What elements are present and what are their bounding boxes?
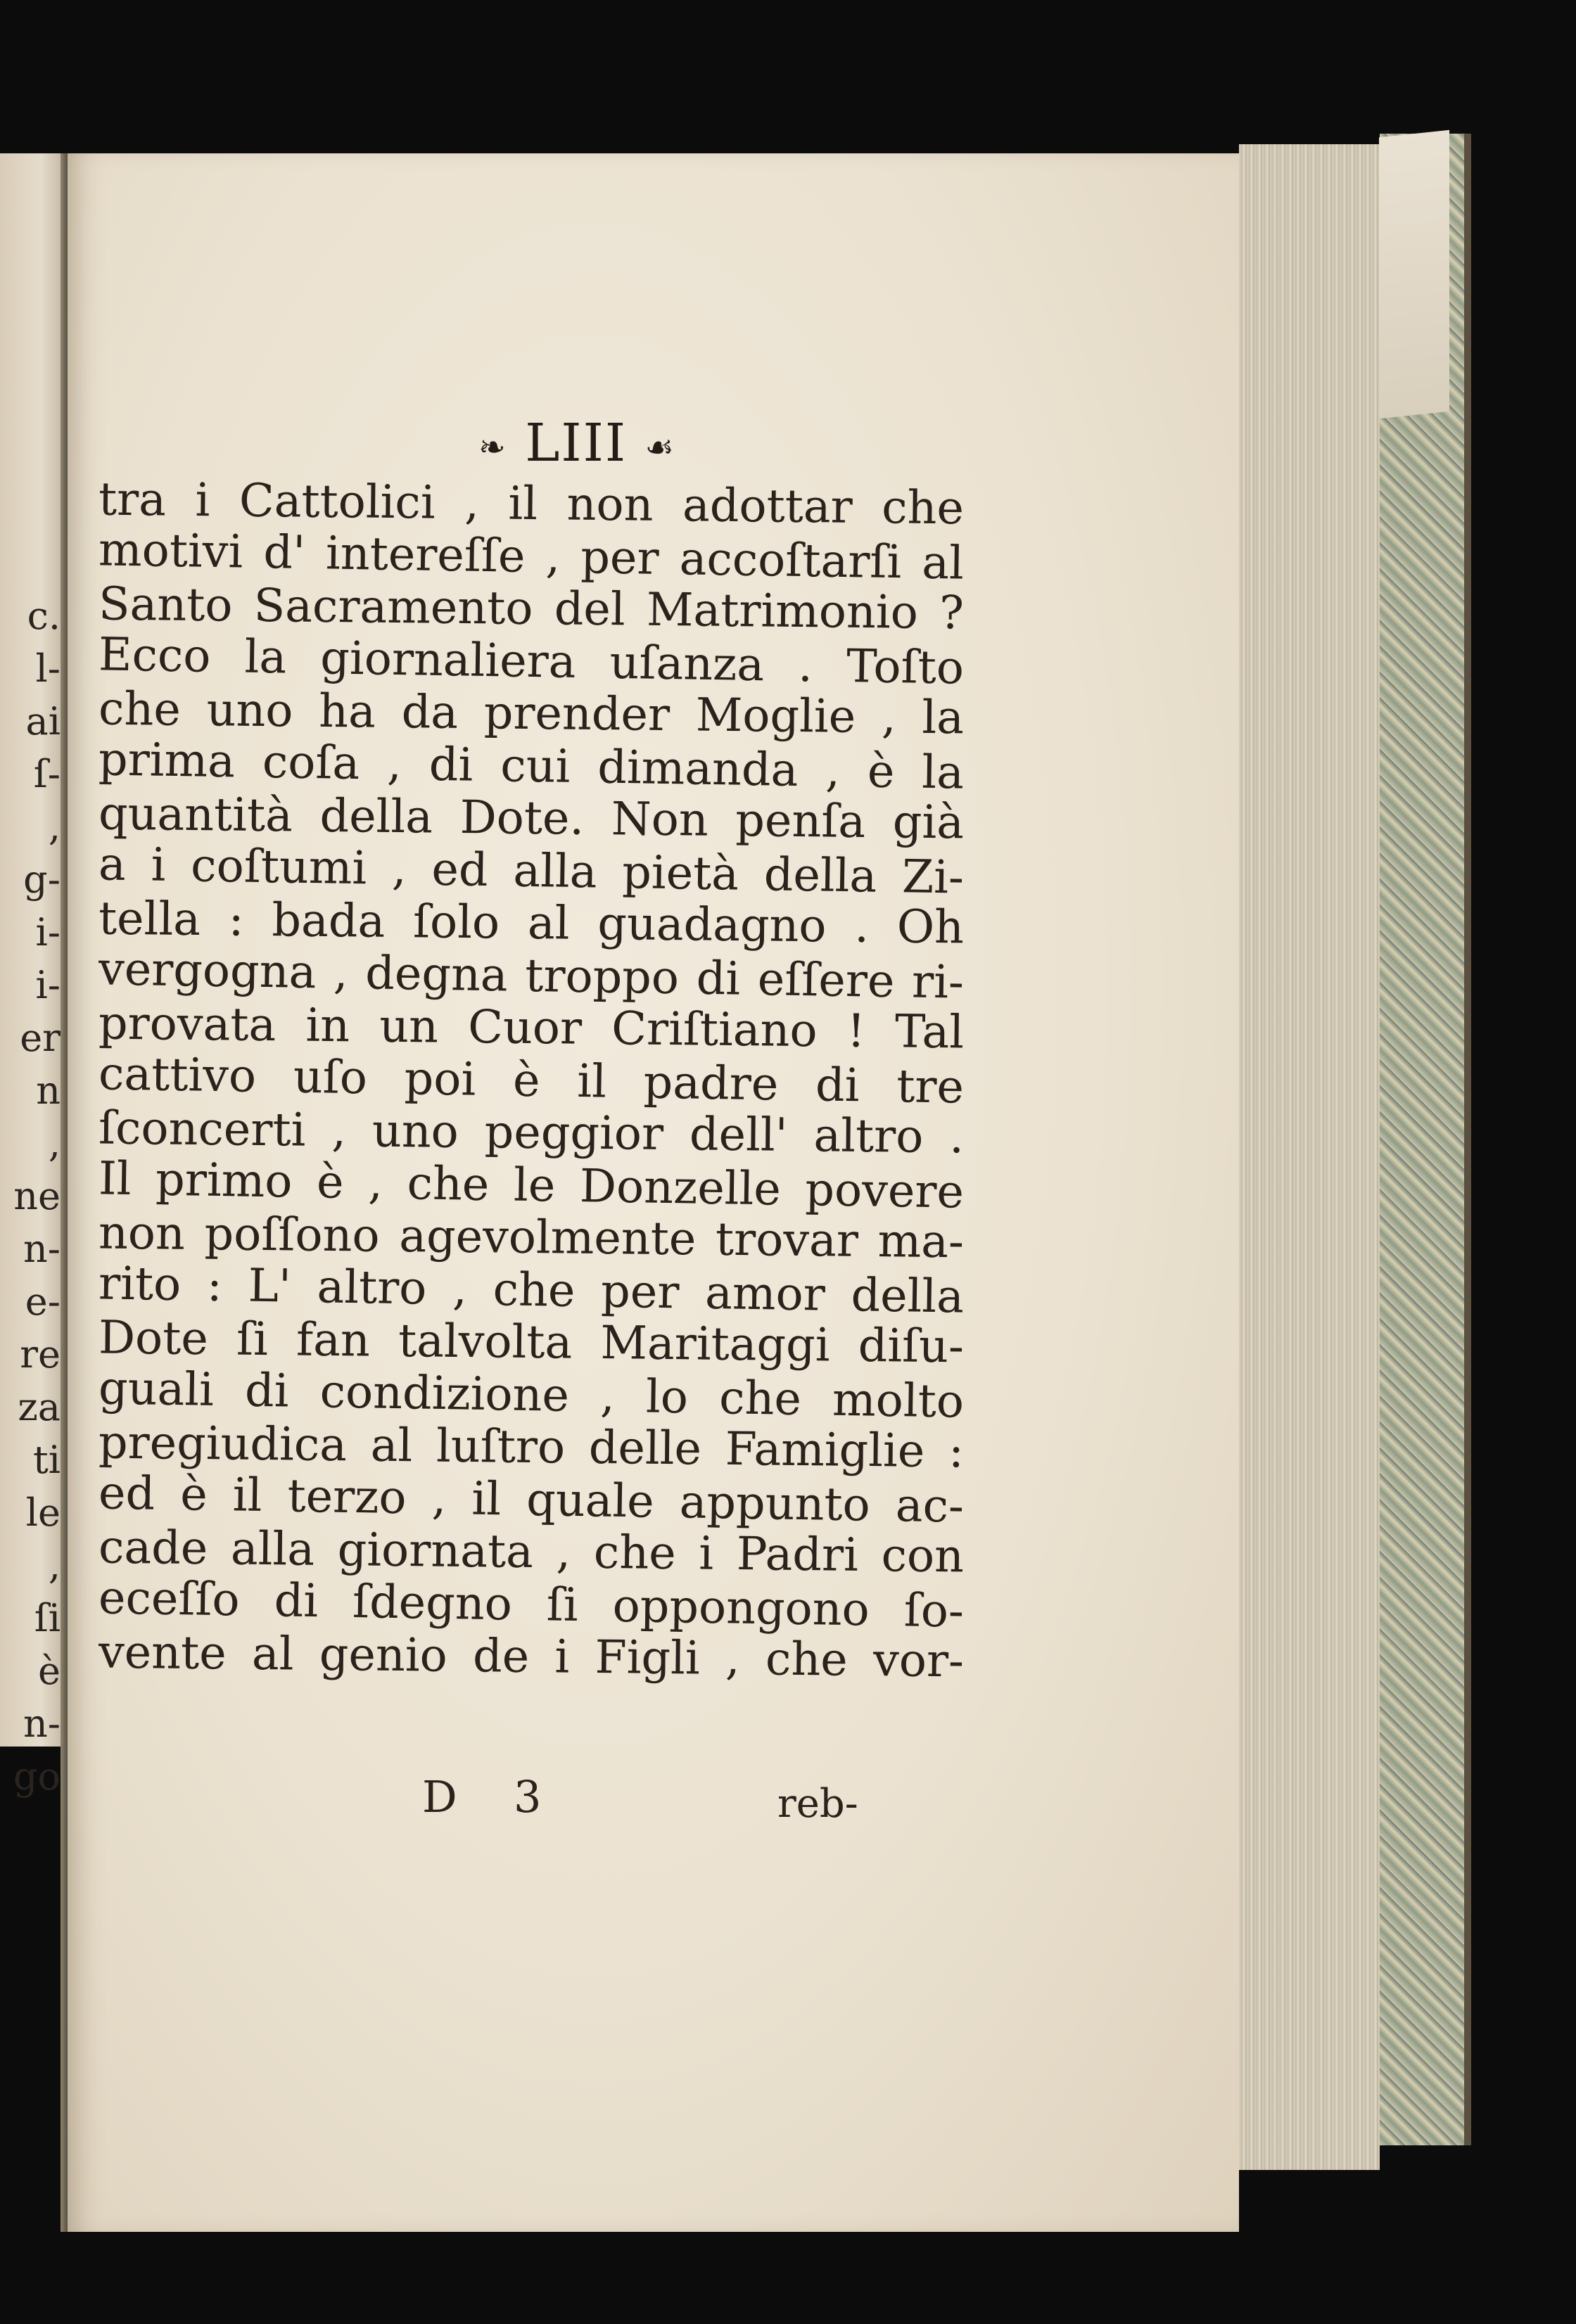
text-line: quantità della Dote. Non penſa già [98,787,965,850]
facing-line-fragment: le [25,1490,61,1535]
signature-mark: D [422,1771,457,1822]
text-line: tra i Cattolici , il non adottar che [98,473,965,535]
facing-line-fragment: n [36,1068,61,1113]
signature-number: 3 [514,1771,542,1822]
facing-line-fragment: g- [23,857,61,902]
facing-line-fragment: i- [35,910,61,954]
facing-line-fragment: za [18,1385,61,1429]
text-line: non poſſono agevolmente trovar ma- [98,1206,965,1269]
facing-line-fragment: ai [25,699,61,743]
text-line: Il primo è , che le Donzelle povere [98,1151,965,1219]
text-line: Dote ſi fan talvolta Maritaggi diſu- [98,1311,965,1374]
ornament-right-icon: ☙ [644,428,675,466]
facing-page-edge [0,153,68,1799]
facing-line-fragment: ne [13,1174,61,1218]
facing-line-fragment: e- [25,1279,61,1324]
facing-line-fragment: ſ- [33,752,61,796]
ornament-left-icon: ❧ [478,428,507,466]
facing-line-fragment: , [48,1543,61,1588]
text-line: cade alla giornata , che i Padri con [98,1521,965,1583]
text-line: provata in un Cuor Criſtiano ! Tal [98,997,965,1059]
text-line: Santo Sacramento del Matrimonio ? [98,577,965,640]
facing-line-fragment: n- [23,1227,61,1271]
text-line: pregiudica al luſtro delle Famiglie : [98,1416,965,1479]
facing-line-fragment: c. [27,594,61,638]
text-line: Ecco la giornaliera uſanza . Toſto [98,627,965,695]
text-line: vergogna , degna troppo di eſſere ri- [98,942,965,1009]
facing-line-fragment: er [20,1016,61,1060]
marbled-cover-edge [1380,134,1471,2145]
text-line: prima coſa , di cui dimanda , è la [98,732,965,800]
facing-line-fragment: ti [33,1438,61,1482]
facing-line-fragment: l- [35,646,61,691]
text-line: ſconcerti , uno peggior dell' altro . [98,1102,965,1164]
text-line: guali di condizione , lo che molto [98,1361,965,1429]
facing-line-fragment: è [38,1649,61,1693]
text-line: a i coſtumi , ed alla pietà della Zi- [98,837,965,905]
page-footer [422,1769,887,1825]
page-header [429,411,725,475]
text-line: cattivo uſo poi è il padre di tre [98,1047,965,1114]
page-corner-fold [1379,130,1449,419]
text-line: motivi d' intereſſe , per accoſtarſi al [98,523,965,590]
facing-line-fragment: ſi [34,1596,61,1640]
page-block-edge [1239,144,1380,2170]
page-number: LIII [525,413,628,473]
facing-page-text [0,589,68,1803]
facing-line-fragment: n- [23,1702,61,1746]
catchword: reb- [777,1781,858,1827]
facing-line-fragment: , [48,805,61,849]
text-line: che uno ha da prender Moglie , la [98,682,965,745]
facing-line-fragment: , [48,1121,61,1166]
text-line: vente al genio de i Figli , che vor- [98,1626,965,1688]
text-line: tella : bada ſolo al guadagno . Oh [98,892,965,954]
text-line: rito : L' altro , che per amor della [98,1256,965,1324]
text-line: ed è il terzo , il quale appunto ac- [98,1466,965,1533]
facing-line-fragment: re [20,1332,61,1377]
facing-line-fragment: go [13,1754,61,1799]
facing-line-fragment: i- [35,963,61,1007]
text-line: eceſſo di ſdegno ſi oppongono ſo- [98,1571,965,1638]
body-text [98,473,965,1688]
